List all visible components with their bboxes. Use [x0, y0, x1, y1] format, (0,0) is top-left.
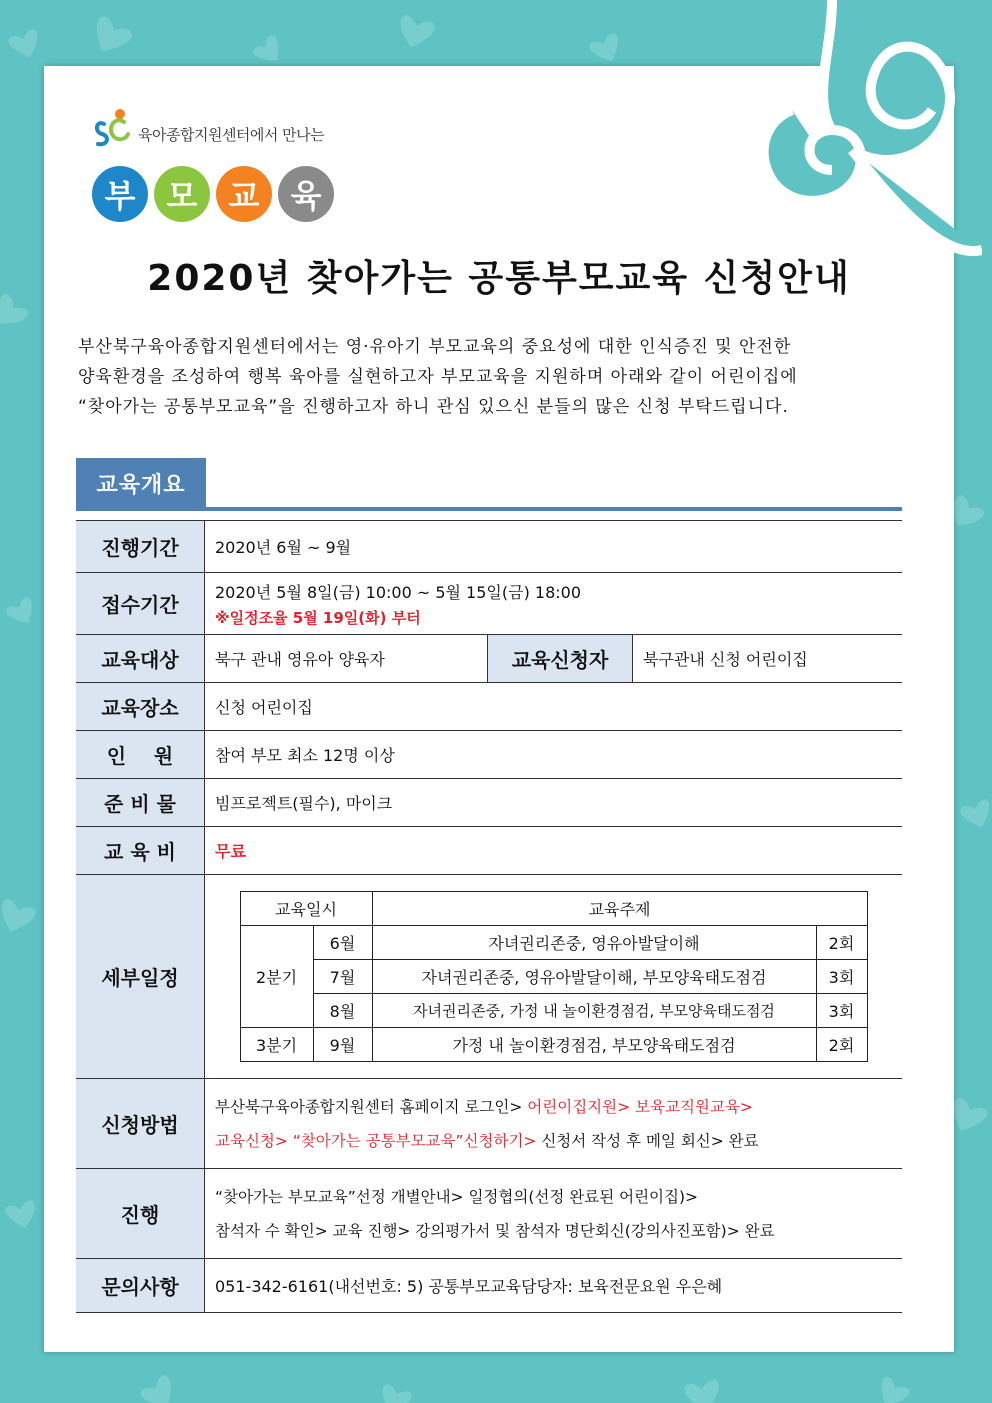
progress-cell: [205, 1169, 903, 1259]
section-heading: 교육개요: [76, 458, 206, 508]
quarter-cell: 2분기: [240, 926, 313, 1028]
applicant-value: 북구관내 신청 어린이집: [633, 635, 903, 683]
table-row: [76, 779, 902, 827]
quarter-cell: 3분기: [240, 1028, 313, 1062]
schedule-row: [240, 994, 867, 1028]
count-cell: 2회: [816, 926, 867, 960]
apply-line: [215, 1090, 892, 1124]
row-label: 세부일정: [76, 875, 205, 1079]
table-row: [76, 573, 902, 635]
apply-highlight: 어린이집지원> 보육교직원교육>: [522, 1097, 753, 1116]
row-label: 진행: [76, 1169, 205, 1259]
center-logo: [90, 106, 324, 152]
table-row: [76, 1079, 902, 1169]
row-label: 준 비 물: [76, 779, 205, 827]
parent-education-logo: [92, 166, 334, 222]
month-cell: 6월: [313, 926, 372, 960]
reception-note: ※일정조율 5월 19일(화) 부터: [215, 608, 421, 627]
period-value: 2020년 6월 ~ 9월: [205, 521, 903, 573]
fee-value: 무료: [205, 827, 903, 875]
logo-syllable: 교: [216, 166, 272, 222]
row-label: 인 원: [76, 731, 205, 779]
apply-cell: [205, 1079, 903, 1169]
row-label: 접수기간: [76, 573, 205, 635]
table-row: [76, 827, 902, 875]
topic-cell: 가정 내 놀이환경점검, 부모양육태도점검: [372, 1028, 816, 1062]
apply-line: [215, 1124, 892, 1158]
table-row: [76, 1259, 902, 1313]
overview-table: [76, 520, 902, 1313]
logo-syllable: 모: [154, 166, 210, 222]
people-value: 참여 부모 최소 12명 이상: [205, 731, 903, 779]
row-label: 진행기간: [76, 521, 205, 573]
topic-cell: 자녀권리존중, 영유아발달이해, 부모양육태도점검: [372, 960, 816, 994]
month-cell: 9월: [313, 1028, 372, 1062]
logo-caption: 육아종합지원센터에서 만나는: [138, 125, 325, 144]
schedule-row: [240, 960, 867, 994]
topic-cell: 자녀권리존중, 가정 내 놀이환경점검, 부모양육태도점검: [372, 994, 816, 1028]
table-row: [76, 683, 902, 731]
row-label: 교육대상: [76, 635, 205, 683]
schedule-header-row: [240, 892, 867, 926]
supplies-value: 빔프로젝트(필수), 마이크: [205, 779, 903, 827]
place-value: 신청 어린이집: [205, 683, 903, 731]
topic-cell: 자녀권리존중, 영유아발달이해: [372, 926, 816, 960]
reception-value: 2020년 5월 8일(금) 10:00 ~ 5월 15일(금) 18:00: [215, 582, 582, 602]
progress-line: 참석자 수 확인> 교육 진행> 강의평가서 및 참석자 명단회신(강의사진포함)> 완료: [215, 1221, 775, 1240]
intro-paragraph: [78, 332, 898, 422]
progress-line: “찾아가는 부모교육”선정 개별안내> 일정협의(선정 완료된 어린이집)>: [215, 1187, 699, 1206]
table-row: [76, 635, 902, 683]
schedule-row: [240, 1028, 867, 1062]
center-logo-mark-icon: [90, 106, 136, 152]
intro-line: 양육환경을 조성하여 행복 육아를 실현하고자 부모교육을 지원하며 아래와 같이 어린이집에: [78, 367, 798, 387]
schedule-header: 교육주제: [372, 892, 867, 926]
page-title: 2020년 찾아가는 공통부모교육 신청안내: [147, 258, 851, 299]
row-label: 신청방법: [76, 1079, 205, 1169]
applicant-label: 교육신청자: [488, 635, 633, 683]
table-row: [76, 521, 902, 573]
schedule-cell: [205, 875, 903, 1079]
month-cell: 7월: [313, 960, 372, 994]
apply-text: 부산북구육아종합지원센터 홈페이지 로그인>: [215, 1097, 523, 1116]
logo-syllable: 부: [92, 166, 148, 222]
table-row: [76, 731, 902, 779]
row-label: 문의사항: [76, 1259, 205, 1313]
contact-value: 051-342-6161(내선번호: 5) 공통부모교육담당자: 보육전문요원 우은혜: [205, 1259, 903, 1313]
table-row: [76, 875, 902, 1079]
apply-highlight: 교육신청> “찾아가는 공통부모교육”신청하기>: [215, 1131, 537, 1150]
apply-text: 신청서 작성 후 메일 회신> 완료: [536, 1131, 759, 1150]
intro-line: 부산북구육아종합지원센터에서는 영·유아기 부모교육의 중요성에 대한 인식증진 및 안전한: [78, 337, 792, 357]
month-cell: 8월: [313, 994, 372, 1028]
count-cell: 3회: [816, 994, 867, 1028]
schedule-header: 교육일시: [240, 892, 372, 926]
schedule-table: [240, 891, 868, 1062]
ribbon-bow-decoration: [682, 0, 982, 290]
schedule-row: [240, 926, 867, 960]
target-value: 북구 관내 영유아 양육자: [205, 635, 488, 683]
count-cell: 2회: [816, 1028, 867, 1062]
reception-cell: [205, 573, 903, 635]
logo-syllable: 육: [278, 166, 334, 222]
row-label: 교 육 비: [76, 827, 205, 875]
row-label: 교육장소: [76, 683, 205, 731]
section-divider: [76, 507, 902, 511]
intro-line: “찾아가는 공통부모교육”을 진행하고자 하니 관심 있으신 분들의 많은 신청 부탁드립니다.: [78, 397, 789, 417]
count-cell: 3회: [816, 960, 867, 994]
table-row: [76, 1169, 902, 1259]
